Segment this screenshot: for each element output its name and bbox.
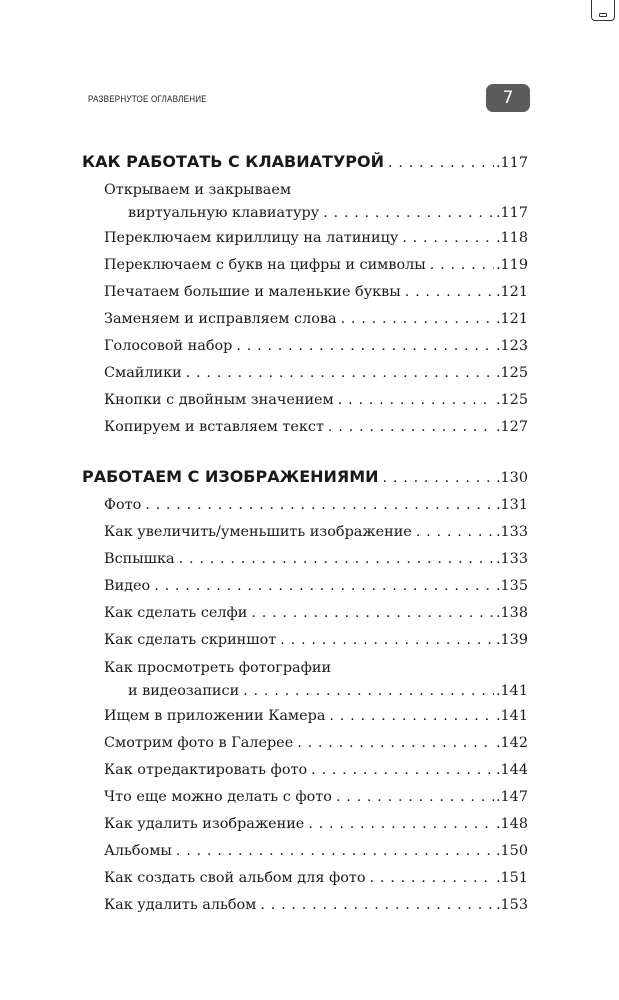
entry-page: .121 bbox=[495, 284, 528, 300]
toc-entry[interactable] bbox=[82, 892, 528, 919]
dot-leader bbox=[416, 519, 494, 546]
dot-leader bbox=[336, 784, 494, 811]
entry-title: Смотрим фото в Галерее bbox=[104, 735, 294, 751]
entry-page: .123 bbox=[495, 338, 528, 354]
dot-leader bbox=[328, 414, 494, 441]
entry-page: .150 bbox=[495, 843, 528, 859]
section-page: .130 bbox=[495, 470, 528, 486]
entry-page: .135 bbox=[495, 578, 528, 594]
section-title: РАБОТАЕМ С ИЗОБРАЖЕНИЯМИ bbox=[82, 467, 379, 486]
toc-entry[interactable] bbox=[82, 225, 528, 252]
entry-title: Как удалить альбом bbox=[104, 897, 257, 913]
dot-leader bbox=[338, 387, 494, 414]
entry-title: Как отредактировать фото bbox=[104, 762, 308, 778]
entry-page: .117 bbox=[495, 205, 528, 221]
entry-title: Как сделать селфи bbox=[104, 605, 248, 621]
entry-page: .144 bbox=[495, 762, 528, 778]
entry-title-continued: виртуальную клавиатуру bbox=[128, 205, 320, 221]
entry-title-continued: и видеозаписи bbox=[128, 683, 240, 699]
toc-entry[interactable] bbox=[82, 730, 528, 757]
toc-entry[interactable] bbox=[82, 600, 528, 627]
toc-entry[interactable] bbox=[82, 279, 528, 306]
toc-section-keyboard bbox=[82, 148, 528, 441]
dot-leader bbox=[370, 865, 494, 892]
dot-leader bbox=[311, 757, 494, 784]
entry-title: Как просмотреть фотографии bbox=[104, 660, 332, 676]
toc-entry-line1[interactable] bbox=[82, 657, 528, 679]
dot-leader bbox=[186, 360, 494, 387]
toc-entry[interactable] bbox=[82, 865, 528, 892]
dot-leader bbox=[402, 225, 494, 252]
entry-title: Голосовой набор bbox=[104, 338, 233, 354]
entry-title: Кнопки с двойным значением bbox=[104, 392, 334, 408]
entry-title: Копируем и вставляем текст bbox=[104, 419, 324, 435]
entry-page: .151 bbox=[495, 870, 528, 886]
corner-frame-icon bbox=[591, 0, 615, 21]
entry-title: Что еще можно делать с фото bbox=[104, 789, 332, 805]
entry-title: Печатаем большие и маленькие буквы bbox=[104, 284, 401, 300]
entry-page: .133 bbox=[495, 551, 528, 567]
section-title: КАК РАБОТАТЬ С КЛАВИАТУРОЙ bbox=[82, 152, 384, 171]
entry-page: .141 bbox=[495, 708, 528, 724]
entry-page: .131 bbox=[495, 497, 528, 513]
entry-title: Смайлики bbox=[104, 365, 182, 381]
entry-title: Фото bbox=[104, 497, 142, 513]
entry-page: .139 bbox=[495, 632, 528, 648]
dot-leader bbox=[179, 546, 494, 573]
dot-leader bbox=[323, 201, 494, 225]
entry-title: Как удалить изображение bbox=[104, 816, 305, 832]
dot-leader bbox=[145, 492, 494, 519]
toc-entry[interactable] bbox=[82, 703, 528, 730]
entry-title: Как увеличить/уменьшить изображение bbox=[104, 524, 412, 540]
entry-page: .147 bbox=[495, 789, 528, 805]
entry-title: Как создать свой альбом для фото bbox=[104, 870, 366, 886]
entry-title: Альбомы bbox=[104, 843, 172, 859]
toc-entry[interactable] bbox=[82, 492, 528, 519]
toc-entry[interactable] bbox=[82, 784, 528, 811]
dot-leader bbox=[260, 892, 494, 919]
entry-page: .125 bbox=[495, 365, 528, 381]
entry-page: .133 bbox=[495, 524, 528, 540]
toc-entry[interactable] bbox=[82, 546, 528, 573]
dot-leader bbox=[297, 730, 494, 757]
entry-title: Вспышка bbox=[104, 551, 175, 567]
entry-page: .148 bbox=[495, 816, 528, 832]
entry-title: Переключаем с букв на цифры и символы bbox=[104, 257, 426, 273]
dot-leader bbox=[388, 149, 494, 177]
entry-page: .118 bbox=[495, 230, 528, 246]
toc-entry[interactable] bbox=[82, 414, 528, 441]
entry-title: Переключаем кириллицу на латиницу bbox=[104, 230, 399, 246]
entry-title: Как сделать скриншот bbox=[104, 632, 277, 648]
entry-page: .138 bbox=[495, 605, 528, 621]
entry-page: .142 bbox=[495, 735, 528, 751]
toc-entry[interactable] bbox=[82, 627, 528, 654]
toc-entry-line1[interactable] bbox=[82, 179, 528, 201]
dot-leader bbox=[280, 627, 494, 654]
entry-page: .127 bbox=[495, 419, 528, 435]
toc-entry[interactable] bbox=[82, 573, 528, 600]
entry-title: Открываем и закрываем bbox=[104, 182, 292, 198]
dot-leader bbox=[243, 679, 494, 703]
entry-page: .121 bbox=[495, 311, 528, 327]
toc-entry[interactable] bbox=[82, 838, 528, 865]
toc-entry[interactable] bbox=[82, 387, 528, 414]
dot-leader bbox=[176, 838, 494, 865]
dot-leader bbox=[341, 306, 494, 333]
entry-title: Заменяем и исправляем слова bbox=[104, 311, 337, 327]
entry-page: .119 bbox=[495, 257, 528, 273]
entry-title: Ищем в приложении Камера bbox=[104, 708, 326, 724]
dot-leader bbox=[430, 252, 494, 279]
dot-leader bbox=[308, 811, 494, 838]
page-header bbox=[88, 84, 530, 112]
entry-page: .141 bbox=[495, 683, 528, 699]
toc-entry[interactable] bbox=[82, 519, 528, 546]
dot-leader bbox=[383, 464, 494, 492]
toc-entry[interactable] bbox=[82, 306, 528, 333]
entry-page: .125 bbox=[495, 392, 528, 408]
entry-page: .153 bbox=[495, 897, 528, 913]
dot-leader bbox=[251, 600, 494, 627]
section-page: .117 bbox=[495, 155, 528, 171]
dot-leader bbox=[329, 703, 494, 730]
page-number-badge: 7 bbox=[486, 84, 530, 112]
dot-leader bbox=[405, 279, 494, 306]
toc-entry[interactable] bbox=[82, 252, 528, 279]
toc-entry[interactable] bbox=[82, 811, 528, 838]
toc-entry-line2[interactable] bbox=[82, 679, 528, 703]
toc-entry[interactable] bbox=[82, 757, 528, 784]
dot-leader bbox=[236, 333, 494, 360]
toc-entry[interactable] bbox=[82, 360, 528, 387]
section-heading[interactable] bbox=[82, 463, 528, 491]
entry-title: Видео bbox=[104, 578, 151, 594]
toc-section-images bbox=[82, 463, 528, 919]
dot-leader bbox=[154, 573, 494, 600]
toc-entry-line2[interactable] bbox=[82, 201, 528, 225]
running-title: РАЗВЕРНУТОЕ ОГЛАВЛЕНИЕ bbox=[88, 94, 207, 104]
section-heading[interactable] bbox=[82, 148, 528, 176]
toc-entry[interactable] bbox=[82, 333, 528, 360]
